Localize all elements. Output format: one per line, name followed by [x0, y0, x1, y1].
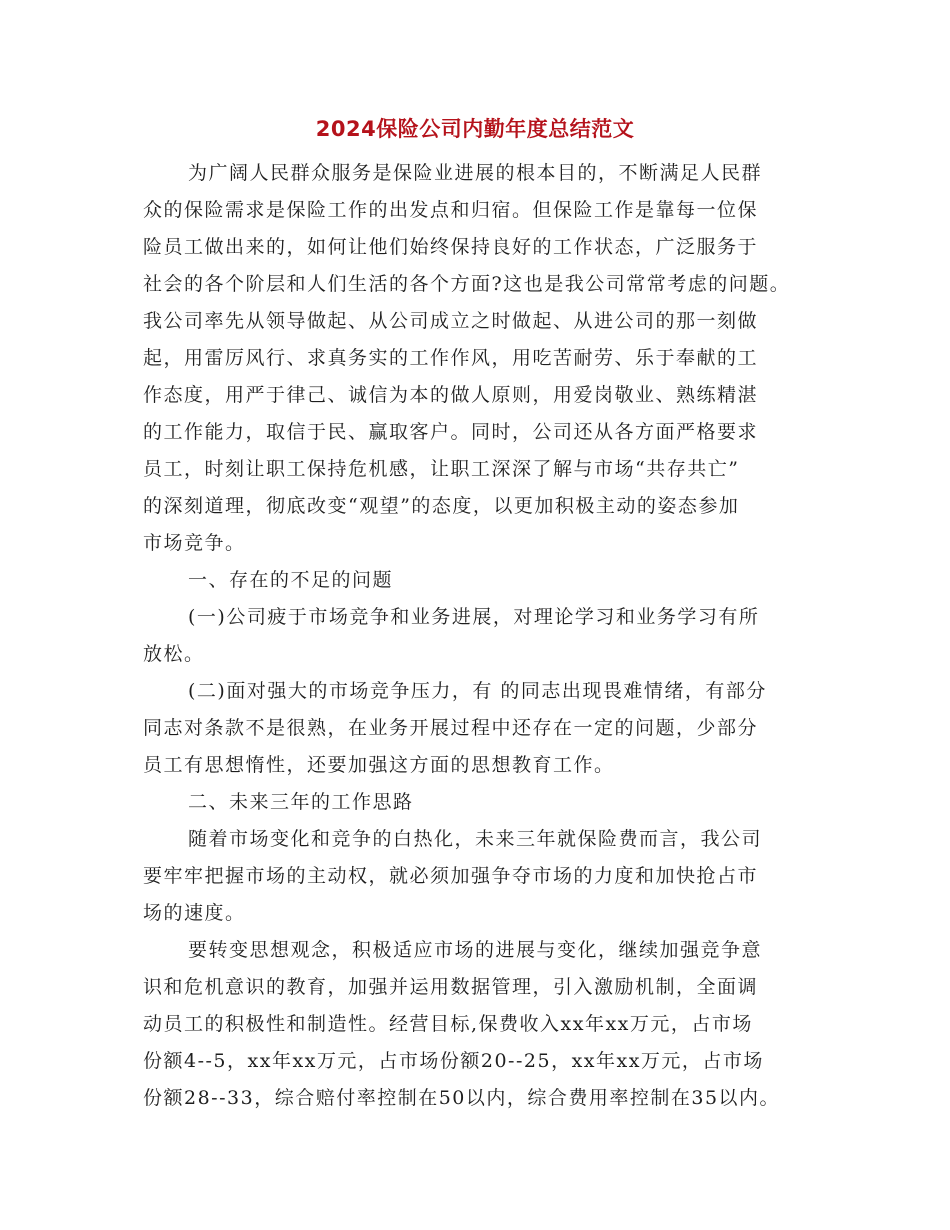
paragraph-line: 我公司率先从领导做起、从公司成立之时做起、从进公司的那一刻做 — [143, 310, 759, 332]
paragraph-line: 份额28--33，综合赔付率控制在50以内，综合费用率控制在35以内。 — [143, 1087, 781, 1109]
paragraph-line: 放松。 — [143, 643, 205, 665]
paragraph-line: 员工有思想惰性，还要加强这方面的思想教育工作。 — [143, 754, 615, 776]
paragraph-line: (一)公司疲于市场竞争和业务进展，对理论学习和业务学习有所 — [188, 606, 760, 628]
document-title: 2024保险公司内勤年度总结范文 — [315, 117, 635, 141]
paragraph-line: 的工作能力，取信于民、赢取客户。同时，公司还从各方面严格要求 — [143, 421, 759, 443]
paragraph-line: (二)面对强大的市场竞争压力，有 的同志出现畏难情绪，有部分 — [188, 680, 767, 702]
paragraph-line: 险员工做出来的，如何让他们始终保持良好的工作状态，广泛服务于 — [143, 236, 759, 258]
paragraph-line: 作态度，用严于律己、诚信为本的做人原则，用爱岗敬业、熟练精湛 — [143, 384, 759, 406]
section-heading: 二、未来三年的工作思路 — [188, 791, 414, 813]
paragraph-line: 份额4--5，xx年xx万元，占市场份额20--25，xx年xx万元，占市场 — [143, 1050, 764, 1072]
paragraph-line: 起，用雷厉风行、求真务实的工作作风，用吃苦耐劳、乐于奉献的工 — [143, 347, 759, 369]
paragraph-line: 同志对条款不是很熟，在业务开展过程中还存在一定的问题，少部分 — [143, 717, 759, 739]
paragraph-line: 市场竞争。 — [143, 532, 246, 554]
paragraph-line: 为广阔人民群众服务是保险业进展的根本目的，不断满足人民群 — [188, 162, 763, 184]
paragraph-line: 动员工的积极性和制造性。经营目标,保费收入xx年xx万元，占市场 — [143, 1013, 753, 1035]
paragraph-line: 员工，时刻让职工保持危机感，让职工深深了解与市场“共存共亡” — [143, 458, 740, 480]
paragraph-line: 要牢牢把握市场的主动权，就必须加强争夺市场的力度和加快抢占市 — [143, 865, 759, 887]
paragraph-line: 众的保险需求是保险工作的出发点和归宿。但保险工作是靠每一位保 — [143, 199, 759, 221]
paragraph-line: 社会的各个阶层和人们生活的各个方面?这也是我公司常常考虑的问题。 — [143, 273, 791, 295]
paragraph-line: 识和危机意识的教育，加强并运用数据管理，引入激励机制，全面调 — [143, 976, 759, 998]
paragraph-line: 的深刻道理，彻底改变“观望”的态度，以更加积极主动的姿态参加 — [143, 495, 740, 517]
paragraph-line: 要转变思想观念，积极适应市场的进展与变化，继续加强竞争意 — [188, 939, 763, 961]
paragraph-line: 场的速度。 — [143, 902, 246, 924]
section-heading: 一、存在的不足的问题 — [188, 569, 394, 591]
paragraph-line: 随着市场变化和竞争的白热化，未来三年就保险费而言，我公司 — [188, 828, 763, 850]
